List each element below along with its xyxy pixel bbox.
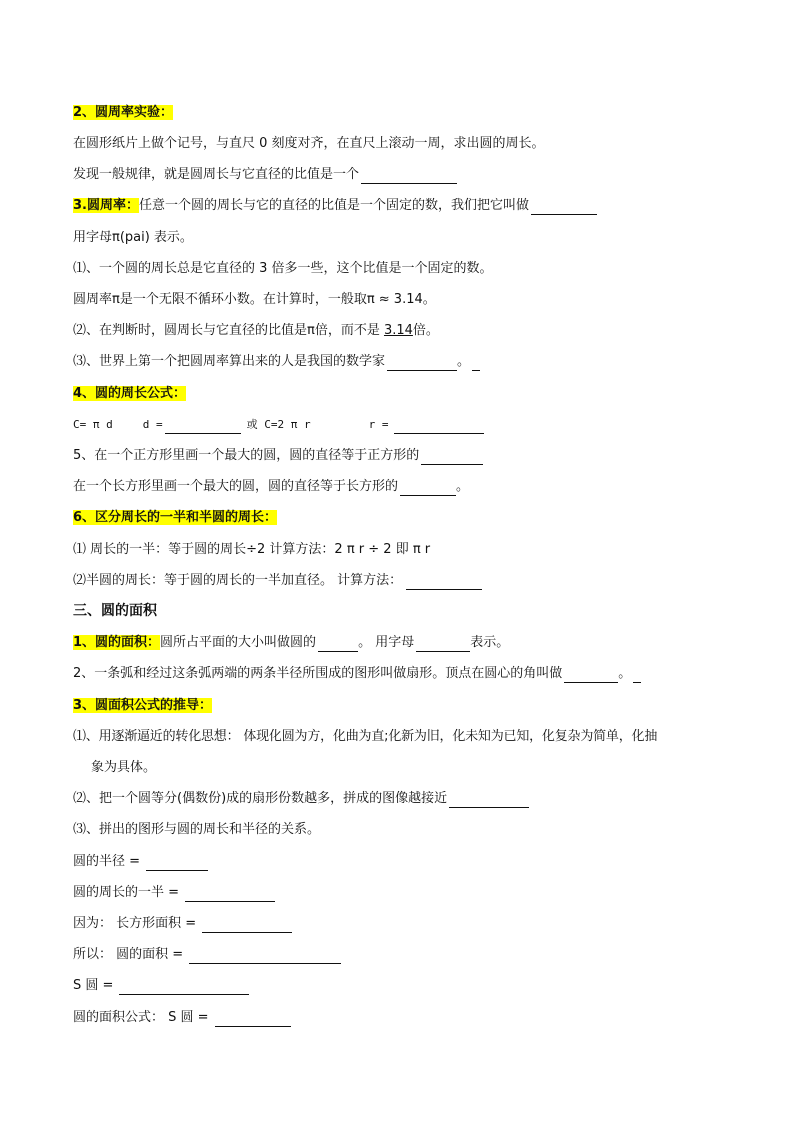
text-half-circumference: ⑴ 周长的一半：等于圆的周长÷2 计算方法：2 π r ÷ 2 即 π r [73,542,431,557]
text-area-definition-a: 圆所占平面的大小叫做圆的 [160,635,317,650]
answer-blank-d[interactable] [165,419,241,434]
answer-blank-mathematician[interactable] [387,356,457,371]
text-radius [73,853,208,871]
text-pi-note-3-a: ⑵、在判断时，圆周长与它直径的比值是π倍，而不是 [73,323,384,338]
text-s-circle-label: S 圆 = [73,978,114,993]
formula-c2: 或 C=2 π r [246,418,311,431]
answer-blank-s-circle[interactable] [119,980,249,995]
text-square-circle-label: 5、在一个正方形里画一个最大的圆，圆的直径等于正方形的 [73,448,420,463]
text-derivation-1: ⑴、用逐渐逼近的转化思想： 体现化圆为方，化曲为直;化新为旧，化未知为已知，化复杂为简单，化抽 [73,729,658,744]
text-area-definition [73,634,509,652]
section-title-area: 三、圆的面积 [73,603,157,619]
text-circle-area-label: 所以： 圆的面积 = [73,947,184,962]
text-pi-definition [73,197,597,215]
text-circumference-formula [73,416,484,434]
answer-blank-rectangle[interactable] [400,481,456,496]
text-pi-note-2: 圆周率π是一个无限不循环小数。在计算时，一般取π ≈ 3.14。 [73,292,436,307]
heading-area-derivation [73,697,212,715]
heading-area-derivation-label: 3、圆面积公式的推导： [73,698,213,713]
heading-pi-experiment [73,104,173,122]
text-half-length [73,884,275,902]
text-area-formula-label: 圆的面积公式： S 圆 = [73,1010,209,1025]
text-sector [73,665,641,683]
text-derivation-1-cont: 象为具体。 [91,760,157,775]
text-sector-label: 2、一条弧和经过这条弧两端的两条半径所围成的图形叫做扇形。顶点在圆心的角叫做 [73,666,563,681]
answer-blank-radius[interactable] [146,856,208,871]
answer-blank-area[interactable] [318,637,358,652]
answer-blank-shape[interactable] [449,793,529,808]
text-rectangle-circle-label: 在一个长方形里画一个最大的圆，圆的直径等于长方形的 [73,479,399,494]
text-mathematician [73,353,480,371]
text-mathematician-label: ⑶、世界上第一个把圆周率算出来的人是我国的数学家 [73,354,386,369]
text-derivation-3: ⑶、拼出的图形与圆的周长和半径的关系。 [73,822,321,837]
text-sector-end: 。 [618,666,632,681]
text-rule [73,166,457,184]
text-rectangle-circle-end: 。 [456,479,470,494]
answer-blank-semicircle[interactable] [406,575,482,590]
heading-circumference-formula [73,385,186,403]
answer-blank-ratio[interactable] [361,169,457,184]
answer-blank-area-formula[interactable] [215,1012,291,1027]
answer-blank-circle-area[interactable] [189,949,341,964]
text-semicircle [73,572,482,590]
heading-pi-experiment-label: 2、圆周率实验： [73,105,174,120]
text-pi-definition-body: 任意一个圆的周长与它的直径的比值是一个固定的数，我们把它叫做 [138,198,529,213]
text-area-formula [73,1009,291,1027]
heading-half-circumference [73,509,277,527]
answer-blank-sector-tail [633,668,641,683]
formula-d: d = [142,418,163,431]
text-pi-note-3 [73,322,439,340]
text-area-definition-b: 。 用字母 [358,635,415,650]
text-radius-label: 圆的半径 = [73,854,141,869]
heading-area-label: 1、圆的面积： [73,635,161,650]
answer-blank-mathematician-tail [472,356,480,371]
text-derivation-2 [73,790,529,808]
text-rectangle-circle [73,478,469,496]
answer-blank-pi-name[interactable] [531,200,597,215]
heading-half-circumference-label: 6、区分周长的一半和半圆的周长： [73,510,278,525]
heading-pi-label: 3.圆周率： [73,198,139,213]
text-pi-symbol: 用字母π(pai) 表示。 [73,230,193,245]
text-square-circle [73,447,483,465]
text-semicircle-label: ⑵半圆的周长：等于圆的周长的一半加直径。 计算方法： [73,573,403,588]
text-pi-note-1: ⑴、一个圆的周长总是它直径的 3 倍多一些，这个比值是一个固定的数。 [73,261,493,276]
text-pi-note-3-c: 倍。 [412,323,439,338]
answer-blank-area-letter[interactable] [416,637,470,652]
text-experiment: 在圆形纸片上做个记号，与直尺 0 刻度对齐，在直尺上滚动一周，求出圆的周长。 [73,136,545,151]
answer-blank-half-length[interactable] [185,887,275,902]
answer-blank-rectangle-area[interactable] [202,918,292,933]
formula-c: C= π d [73,418,113,431]
text-area-definition-c: 表示。 [470,635,510,650]
text-pi-note-3-value: 3.14 [383,323,413,338]
text-rectangle-area [73,915,292,933]
answer-blank-sector-angle[interactable] [564,668,618,683]
text-rule-label: 发现一般规律，就是圆周长与它直径的比值是一个 [73,167,360,182]
formula-r: r = [368,418,389,431]
text-circle-area [73,946,341,964]
answer-blank-r[interactable] [394,419,484,434]
text-rectangle-area-label: 因为： 长方形面积 = [73,916,197,931]
text-half-length-label: 圆的周长的一半 = [73,885,180,900]
text-derivation-2-label: ⑵、把一个圆等分(偶数份)成的扇形份数越多，拼成的图像越接近 [73,791,448,806]
heading-circumference-formula-label: 4、圆的周长公式： [73,386,187,401]
text-s-circle [73,977,249,995]
text-mathematician-end: 。 [457,354,471,369]
answer-blank-square[interactable] [421,450,483,465]
